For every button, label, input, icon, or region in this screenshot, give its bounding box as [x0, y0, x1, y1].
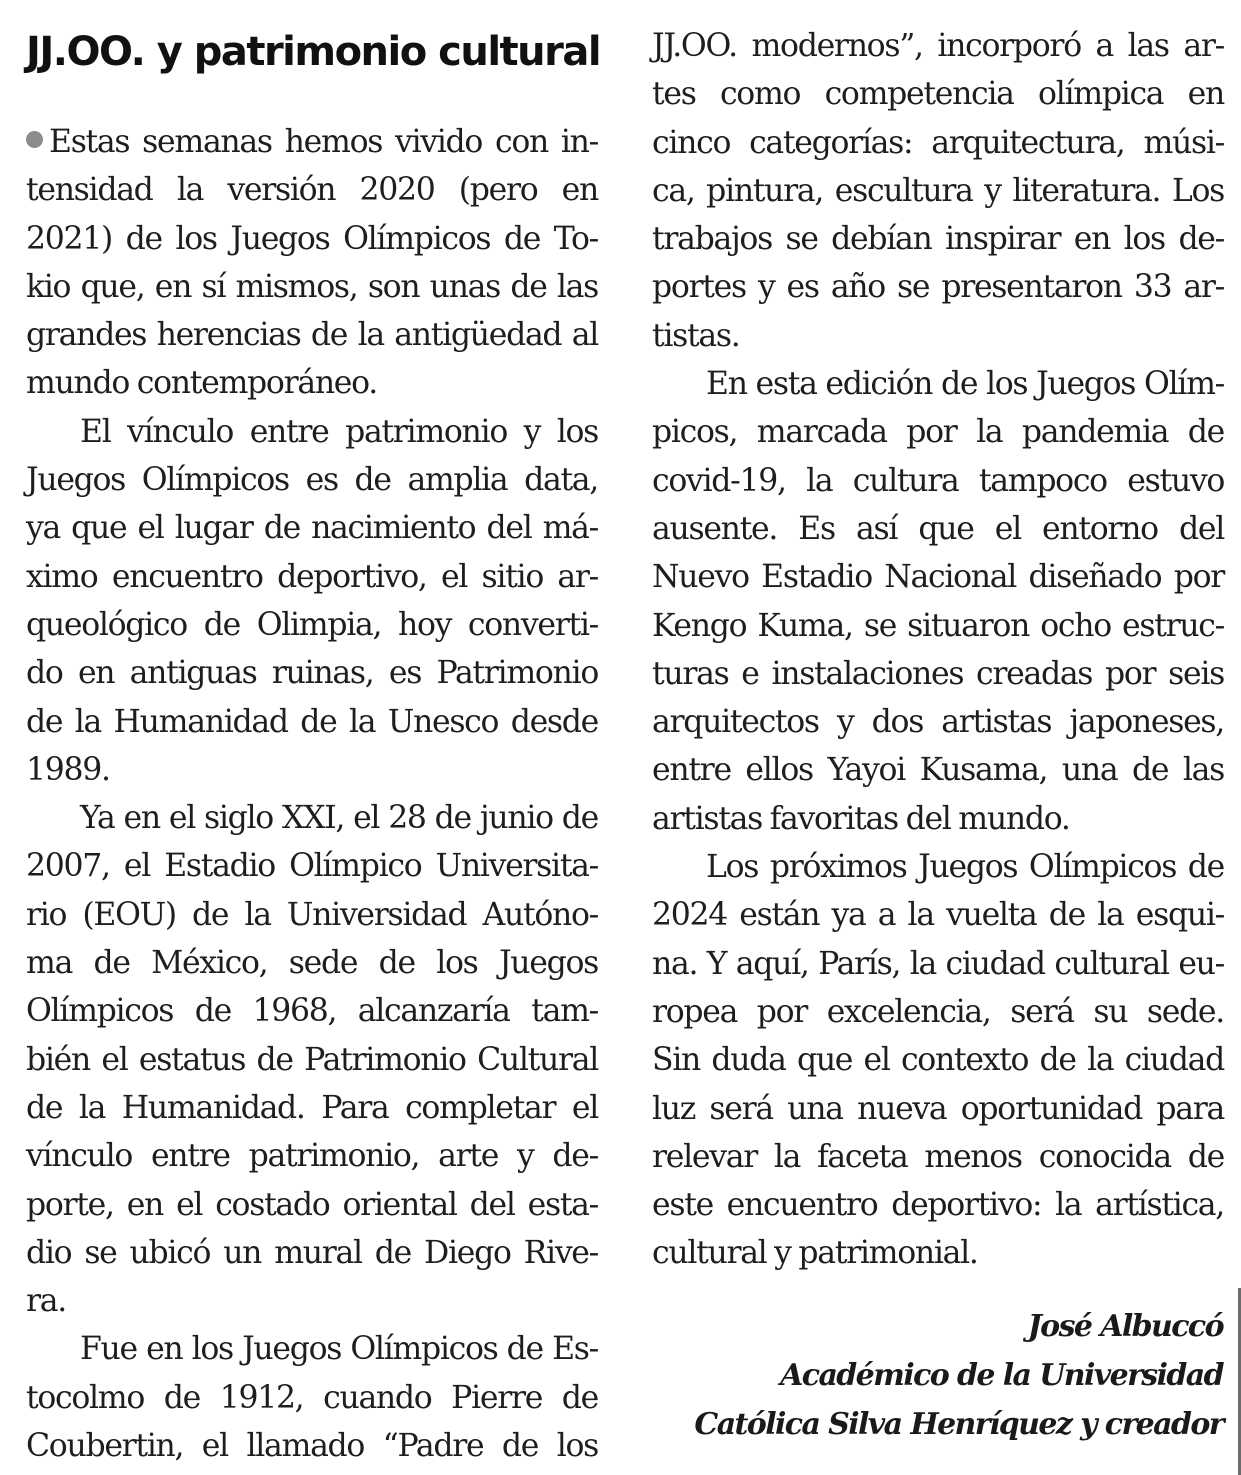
text-line: grandes herencias de la antigüedad al: [26, 317, 598, 354]
right-column: [652, 22, 1224, 1278]
text-line: de la Humanidad de la Unesco desde: [26, 703, 598, 740]
text-line: El vínculo entre patrimonio y los: [80, 413, 598, 450]
text-line: turas e instalaciones creadas por seis: [652, 655, 1224, 692]
author-name: José Albuccó: [1027, 1309, 1223, 1344]
text-line: tistas.: [652, 317, 740, 354]
text-line: Fue en los Juegos Olímpicos de Es-: [80, 1331, 598, 1368]
article-headline: JJ.OO. y patrimonio cultural: [26, 29, 601, 75]
author-signature: [694, 1302, 1223, 1449]
text-line: portes y es año se presentaron 33 ar-: [652, 269, 1224, 306]
text-line: 1989.: [26, 751, 110, 788]
text-line: vínculo entre patrimonio, arte y de-: [26, 1138, 598, 1175]
text-line: En esta edición de los Juegos Olím-: [706, 366, 1224, 403]
text-line: Estas semanas hemos vivido con in-: [26, 118, 598, 166]
text-line: artistas favoritas del mundo.: [652, 800, 1070, 837]
text-line: Nuevo Estadio Nacional diseñado por: [652, 559, 1224, 596]
text-line: 2024 están ya a la vuelta de la esqui-: [652, 897, 1224, 934]
author-title-line: Católica Silva Henríquez y creador: [694, 1407, 1223, 1442]
text-line: kio que, en sí mismos, son unas de las: [26, 268, 598, 305]
text-line: queológico de Olimpia, hoy converti-: [26, 606, 598, 643]
text-line: Los próximos Juegos Olímpicos de: [706, 849, 1224, 886]
text-line: do en antiguas ruinas, es Patrimonio: [26, 655, 598, 692]
text-line: Kengo Kuma, se situaron ocho estruc-: [652, 607, 1224, 644]
author-title-line: Académico de la Universidad: [780, 1358, 1223, 1393]
text-line: JJ.OO. modernos”, incorporó a las ar-: [652, 28, 1224, 64]
text-line: 2007, el Estadio Olímpico Universita-: [26, 848, 598, 885]
bullet-icon: [26, 131, 43, 148]
text-line: rio (EOU) de la Universidad Autóno-: [26, 896, 598, 933]
text-line: trabajos se debían inspirar en los de-: [652, 221, 1224, 258]
text-line: ropea por excelencia, será su sede.: [652, 993, 1224, 1030]
text-line: picos, marcada por la pandemia de: [652, 414, 1224, 451]
text-line: dio se ubicó un mural de Diego Rive-: [26, 1234, 598, 1271]
text-line: porte, en el costado oriental del esta-: [26, 1186, 598, 1223]
text-line: covid-19, la cultura tampoco estuvo: [652, 462, 1224, 499]
text-line: Ya en el siglo XXI, el 28 de junio de: [80, 800, 598, 837]
text-line: ya que el lugar de nacimiento del má-: [26, 510, 598, 547]
text-line: ma de México, sede de los Juegos: [26, 945, 598, 982]
text-line: Olímpicos de 1968, alcanzaría tam-: [26, 993, 598, 1030]
text-line: na. Y aquí, París, la ciudad cultural eu-: [652, 945, 1224, 982]
text-line: tensidad la versión 2020 (pero en: [26, 172, 598, 209]
text-line: tocolmo de 1912, cuando Pierre de: [26, 1379, 598, 1416]
text-line: Coubertin, el llamado “Padre de los: [26, 1428, 598, 1465]
text-line: tes como competencia olímpica en: [652, 76, 1224, 113]
text-line: ximo encuentro deportivo, el sitio ar-: [26, 558, 598, 595]
text-line: 2021) de los Juegos Olímpicos de To-: [26, 220, 598, 257]
text-line: de la Humanidad. Para completar el: [26, 1089, 598, 1126]
text-line: Sin duda que el contexto de la ciudad: [652, 1042, 1224, 1079]
text-line: relevar la faceta menos conocida de: [652, 1138, 1224, 1175]
text-line: este encuentro deportivo: la artística,: [652, 1187, 1224, 1224]
text-line: arquitectos y dos artistas japoneses,: [652, 704, 1224, 741]
text-line: luz será una nueva oportunidad para: [652, 1090, 1224, 1127]
text-line: mundo contemporáneo.: [26, 365, 377, 402]
text-line: entre ellos Yayoi Kusama, una de las: [652, 752, 1224, 789]
text-line: ca, pintura, escultura y literatura. Los: [652, 172, 1224, 209]
text-line: bién el estatus de Patrimonio Cultural: [26, 1041, 598, 1078]
text-line: cultural y patrimonial.: [652, 1235, 978, 1272]
left-column: [26, 118, 598, 1470]
text-line: ra.: [26, 1283, 66, 1320]
text-line: ausente. Es así que el entorno del: [652, 510, 1224, 547]
text-line: cinco categorías: arquitectura, músi-: [652, 124, 1224, 161]
text-line: Juegos Olímpicos es de amplia data,: [26, 462, 598, 499]
